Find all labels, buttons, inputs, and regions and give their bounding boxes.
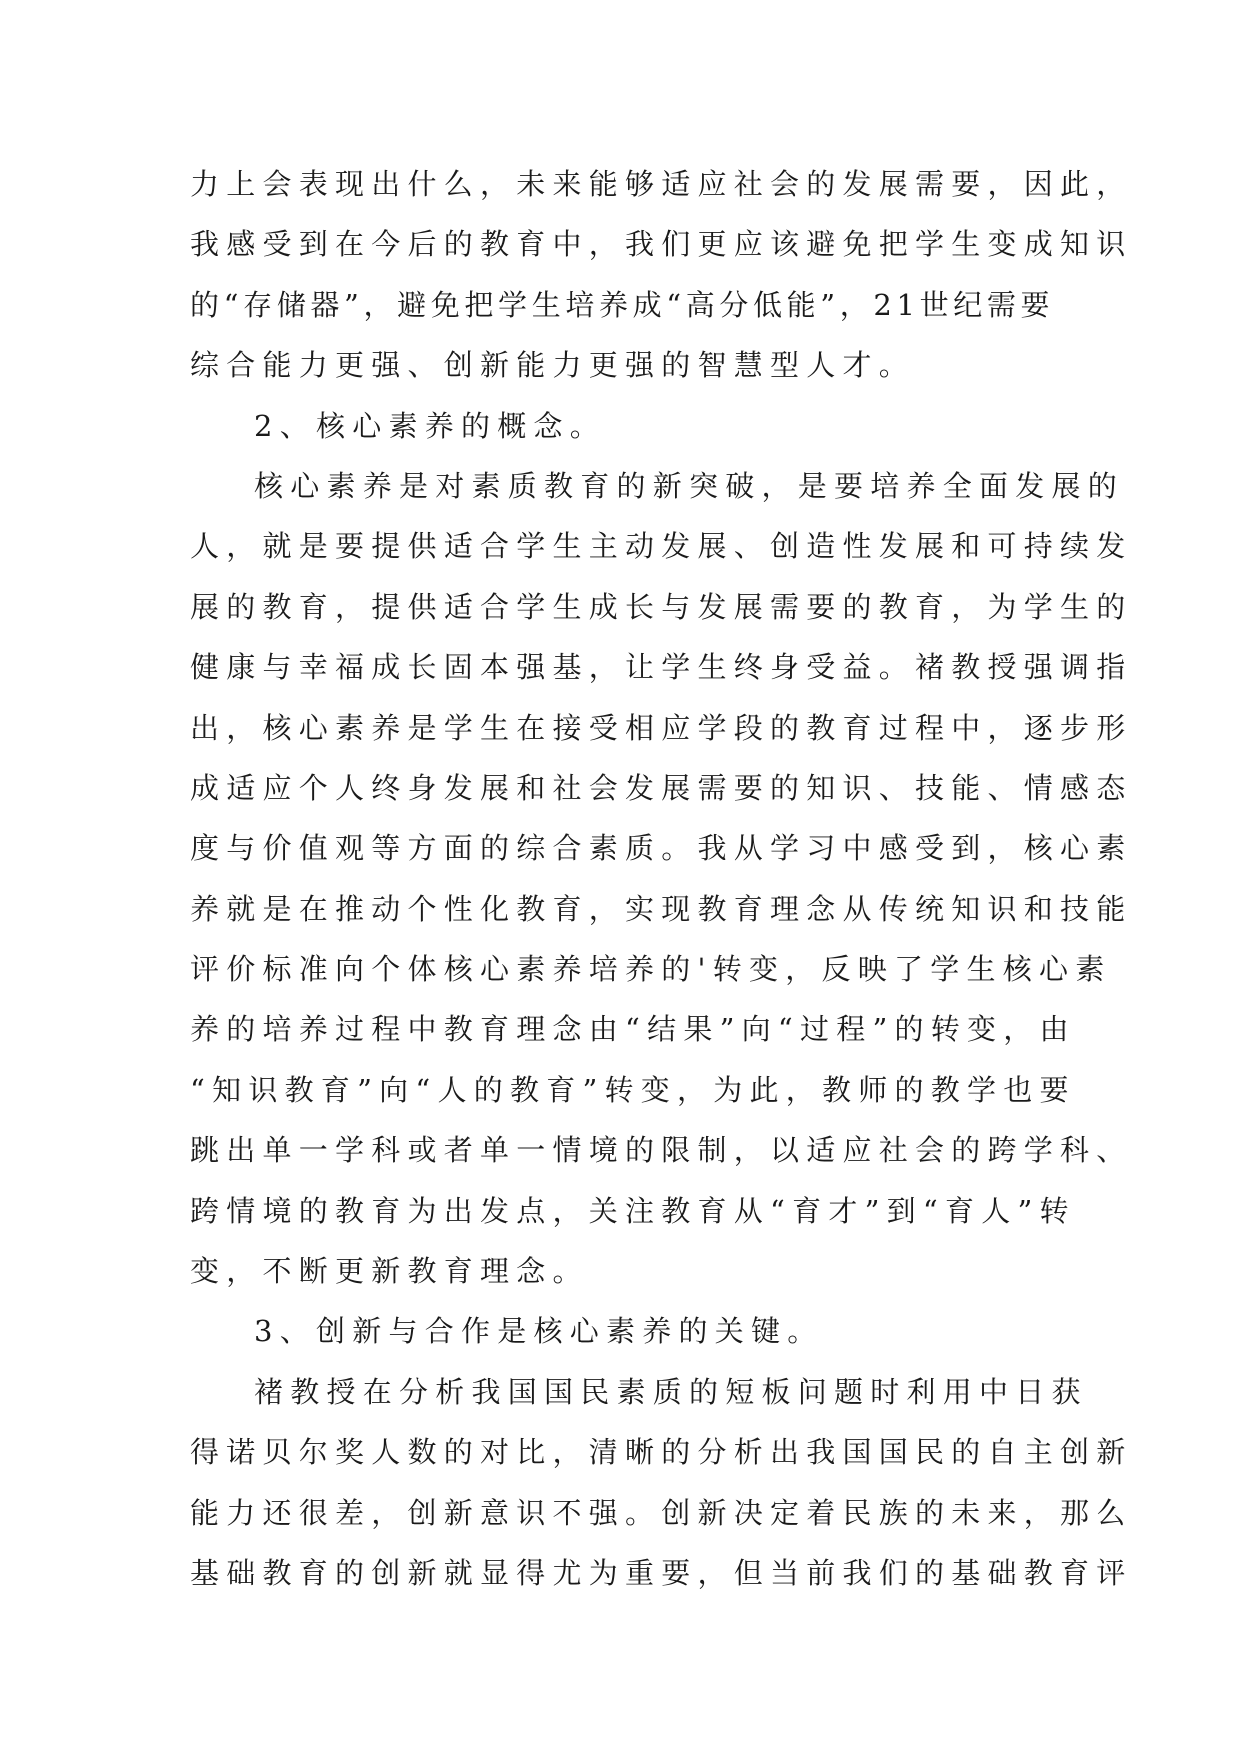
section-heading: 2、核心素养的概念。 [254,408,606,443]
text-line: 养就是在推动个性化教育，实现教育理念从传统知识和技能 [190,891,1133,926]
text-line: 展的教育，提供适合学生成长与发展需要的教育，为学生的 [190,589,1133,624]
text-line: 跨情境的教育为出发点，关注教育从“育才”到“育人”转 [190,1193,1076,1228]
text-line: 人，就是要提供适合学生主动发展、创造性发展和可持续发 [190,529,1133,564]
text-line: 成适应个人终身发展和社会发展需要的知识、技能、情感态 [190,770,1133,805]
text-line: 评价标准向个体核心素养培养的'转变，反映了学生核心素 [190,952,1112,987]
text-line: 出，核心素养是学生在接受相应学段的教育过程中，逐步形 [190,710,1133,745]
text-line: 养的培养过程中教育理念由“结果”向“过程”的转变，由 [190,1012,1076,1047]
text-line: 能力还很差，创新意识不强。创新决定着民族的未来，那么 [190,1495,1133,1530]
text-line: 核心素养是对素质教育的新突破，是要培养全面发展的 [254,468,1125,503]
text-line: 跳出单一学科或者单一情境的限制，以适应社会的跨学科、 [190,1133,1133,1168]
text-line: 力上会表现出什么，未来能够适应社会的发展需要，因此， [190,167,1133,201]
text-line: 我感受到在今后的教育中，我们更应该避免把学生变成知识 [190,227,1133,262]
text-line: 健康与幸福成长固本强基，让学生终身受益。褚教授强调指 [190,650,1133,685]
text-line: 褚教授在分析我国国民素质的短板问题时利用中日获 [254,1374,1088,1409]
text-line: 的“存储器”，避免把学生培养成“高分低能”，21世纪需要 [190,287,1055,322]
text-line: 变，不断更新教育理念。 [190,1254,589,1289]
section-heading: 3、创新与合作是核心素养的关键。 [254,1314,824,1349]
document-body [190,154,1133,1603]
text-line: 综合能力更强、创新能力更强的智慧型人才。 [190,348,916,383]
text-line: 度与价值观等方面的综合素质。我从学习中感受到，核心素 [190,831,1133,866]
text-line: “知识教育”向“人的教育”转变，为此，教师的教学也要 [190,1072,1076,1107]
text-line: 基础教育的创新就显得尤为重要，但当前我们的基础教育评 [190,1555,1133,1590]
text-line: 得诺贝尔奖人数的对比，清晰的分析出我国国民的自主创新 [190,1435,1133,1470]
